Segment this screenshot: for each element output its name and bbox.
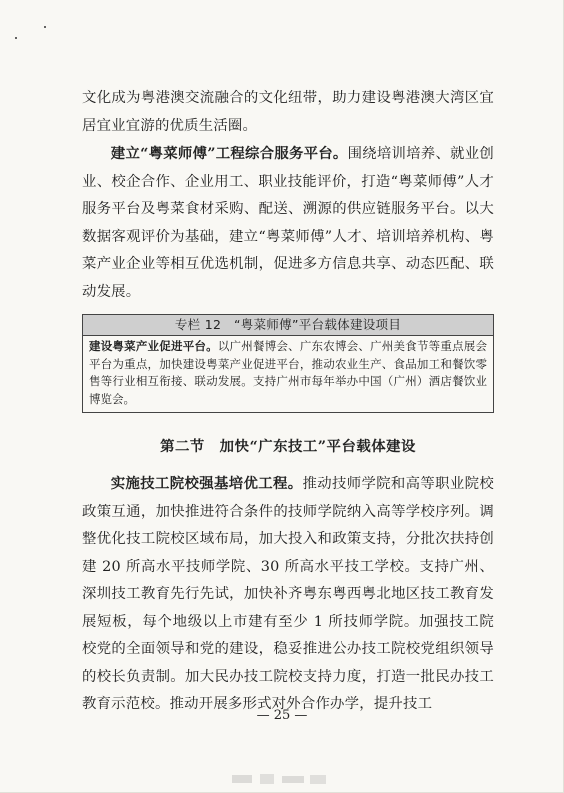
paragraph-lead-bold: 建立“粤菜师傅”工程综合服务平台。: [110, 145, 348, 162]
column-box-title: 专栏 12 “粤菜师傅”平台载体建设项目: [83, 315, 493, 336]
paragraph-service-platform: [82, 140, 494, 306]
column-box-body: [83, 336, 493, 412]
paragraph-cultural-bond: 文化成为粤港澳交流融合的文化纽带，助力建设粤港澳大湾区宜居宜业宜游的优质生活圈。: [82, 90, 494, 134]
paragraph-body: 围绕培训培养、就业创业、校企合作、企业用工、职业技能评价，打造“粤菜师傅”人才服务平台及粤菜食材采购、配送、溯源的供应链服务平台。以大数据客观评价为基础，建立“粤菜师傅”人才、培训培养机构、粤菜产业企业等相互优选机制，促进多方信息共享、动态匹配、联动发展。: [82, 146, 494, 300]
paragraph-body: 推动技师学院和高等职业院校政策互通，加快推进符合条件的技师学院纳入高等学校序列。调整优化技工院校区域布局，加大投入和政策支持，分批次扶持创建 20 所高水平技师学院、30 所高水平技工学校。支持广州、深圳技工教育先行先试，加快补齐粤东粤西粤北地区技工教育发展短板，每个地级以上市建有至少 1 所技师学院。加强技工院校党的全面领导和党的建设，稳妥推进公办技工院校党组织领导的校长负责制。加大民办技工院校支持力度，打造一批民办技工教育示范校。推动开展多形式对外合作办学，提升技工: [82, 476, 494, 712]
column-box-lead-bold: 建设粤菜产业促进平台。: [89, 339, 218, 353]
column-box-text: 以广州餐博会、广东农博会、广州美食节等重点展会平台为重点，加快建设粤菜产业促进平台，推动农业生产、食品加工和餐饮零售等行业相互衔接、联动发展。支持广州市每年举办中国（广州）酒店餐饮业博览会。: [89, 339, 488, 406]
scan-speck: [15, 37, 17, 39]
scan-artifact-mark: [230, 772, 330, 786]
column-box: [82, 314, 494, 413]
paragraph-technical-schools: [82, 470, 494, 719]
page-number: — 25 —: [256, 708, 308, 723]
paragraph-lead-bold: 实施技工院校强基培优工程。: [110, 475, 303, 492]
scan-speck: [44, 26, 46, 28]
page-content: [82, 85, 494, 719]
section-heading: 第二节 加快“广东技工”平台载体建设: [160, 438, 416, 455]
